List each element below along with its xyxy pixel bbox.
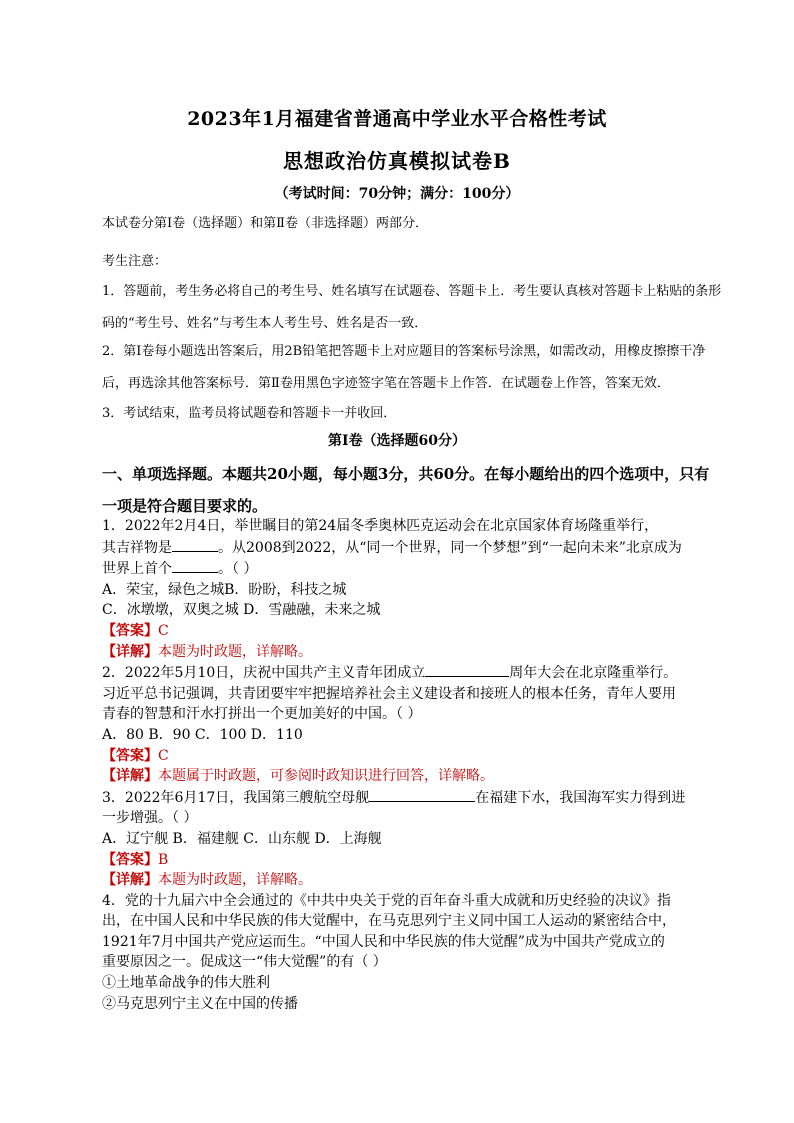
q1-line-2 (102, 537, 722, 559)
explanation-label: 【详解】 (102, 643, 158, 660)
exam-intro: 本试卷分第Ⅰ卷（选择题）和第Ⅱ卷（非选择题）两部分． (102, 216, 428, 231)
note-2: 2．第Ⅰ卷每小题选出答案后，用2B铅笔把答题卡上对应题目的答案标号涂黑，如需改动，用橡皮擦擦干净后，再选涂其他答案标号．第Ⅱ卷用黑色字迹签字笔在答题卡上作答．在试题卷上作答，答案无效． (102, 344, 706, 391)
q2-text: 2．2022年5月10日，庆祝中国共产主义青年团成立 (102, 665, 426, 682)
q2-answer (102, 746, 722, 767)
section-title: 第Ⅰ卷（选择题60分） (327, 433, 467, 449)
q1-options-ab: A．荣宝，绿色之城B．盼盼，科技之城 (102, 581, 347, 598)
answer-value: B (158, 851, 169, 868)
section-instruction: 一、单项选择题。本题共20小题，每小题3分，共60分。在每小题给出的四个选项中，只有一项是符合题目要求的。 (102, 465, 710, 515)
q3-text: 在福建下水，我国海军实力得到进 (475, 789, 686, 806)
answer-label: 【答案】 (102, 622, 158, 639)
notes-label: 考生注意： (102, 254, 168, 269)
note-1: 1．答题前，考生务必将自己的考生号、姓名填写在试题卷、答题卡上．考生要认真核对答题卡上粘贴的条形码的“考生号、姓名”与考生本人考生号、姓名是否一致． (102, 284, 722, 331)
explanation-text: 本题为时政题，详解略。 (158, 872, 312, 889)
q1-text: 其吉祥物是 (102, 539, 172, 556)
exam-subject-title: 思想政治仿真模拟试卷B (283, 149, 511, 173)
q3-explanation (102, 870, 722, 891)
q1-explanation (102, 642, 722, 663)
q1-line-3 (102, 558, 722, 580)
q1-blank-1 (172, 537, 218, 552)
q2-line-3: 青春的智慧和汗水打拼出一个更加美好的中国。（ ） (102, 706, 422, 723)
q2-blank (425, 662, 509, 677)
exam-duration-score: （考试时间：70分钟；满分：100分） (274, 186, 520, 202)
q4-line-3: 1921年7月中国共产党应运而生。“中国人民和中华民族的伟大觉醒”成为中国共产党成立的 (102, 933, 665, 950)
q4-line-1: 4．党的十九届六中全会通过的《中共中央关于党的百年奋斗重大成就和历史经验的决议》指 (102, 892, 671, 909)
q2-line-1 (102, 662, 722, 684)
explanation-text: 本题属于时政题，可参阅时政知识进行回答，详解略。 (158, 768, 494, 785)
q4-option-1: ①土地革命战争的伟大胜利 (102, 975, 270, 992)
q1-text: 。从2008到2022，从“同一个世界，同一个梦想”到“一起向未来”北京成为 (218, 539, 682, 556)
q2-explanation (102, 766, 722, 787)
q2-text: 周年大会在北京隆重举行。 (509, 665, 678, 682)
answer-label: 【答案】 (102, 851, 158, 868)
q3-blank (369, 787, 475, 802)
q1-options-cd: C．冰墩墩，双奥之城 D．雪融融，未来之城 (102, 602, 381, 619)
q2-options: A．80 B．90 C．100 D．110 (102, 726, 303, 743)
q3-line-1 (102, 787, 722, 809)
q1-text: 世界上首个 (102, 561, 172, 578)
q1-blank-2 (172, 558, 218, 573)
q1-line-1: 1．2022年2月4日，举世瞩目的第24届冬季奥林匹克运动会在北京国家体育场隆重举行， (102, 518, 659, 534)
explanation-label: 【详解】 (102, 768, 158, 785)
q1-text: 。（ ） (218, 561, 258, 578)
q4-option-2: ②马克思列宁主义在中国的传播 (102, 995, 298, 1012)
exam-title: 2023年1月福建省普通高中学业水平合格性考试 (187, 108, 607, 130)
explanation-text: 本题为时政题，详解略。 (158, 643, 312, 660)
q1-answer (102, 621, 722, 642)
q3-line-2: 一步增强。（ ） (102, 810, 198, 827)
note-3: 3．考试结束，监考员将试题卷和答题卡一并收回． (102, 406, 397, 421)
q2-line-2: 习近平总书记强调，共青团要牢牢把握培养社会主义建设者和接班人的根本任务，青年人要用 (102, 685, 676, 702)
answer-label: 【答案】 (102, 747, 158, 764)
question-list (102, 516, 722, 1014)
answer-value: C (158, 747, 169, 764)
answer-value: C (158, 622, 169, 639)
q3-answer (102, 850, 722, 871)
q3-text: 3．2022年6月17日，我国第三艘航空母舰 (102, 789, 370, 806)
explanation-label: 【详解】 (102, 872, 158, 889)
q4-line-2: 出，在中国人民和中华民族的伟大觉醒中，在马克思列宁主义同中国工人运动的紧密结合中， (102, 913, 676, 930)
q3-options: A．辽宁舰 B．福建舰 C．山东舰 D．上海舰 (102, 830, 382, 847)
q4-line-4: 重要原因之一。促成这一“伟大觉醒”的有（ ） (102, 954, 387, 971)
